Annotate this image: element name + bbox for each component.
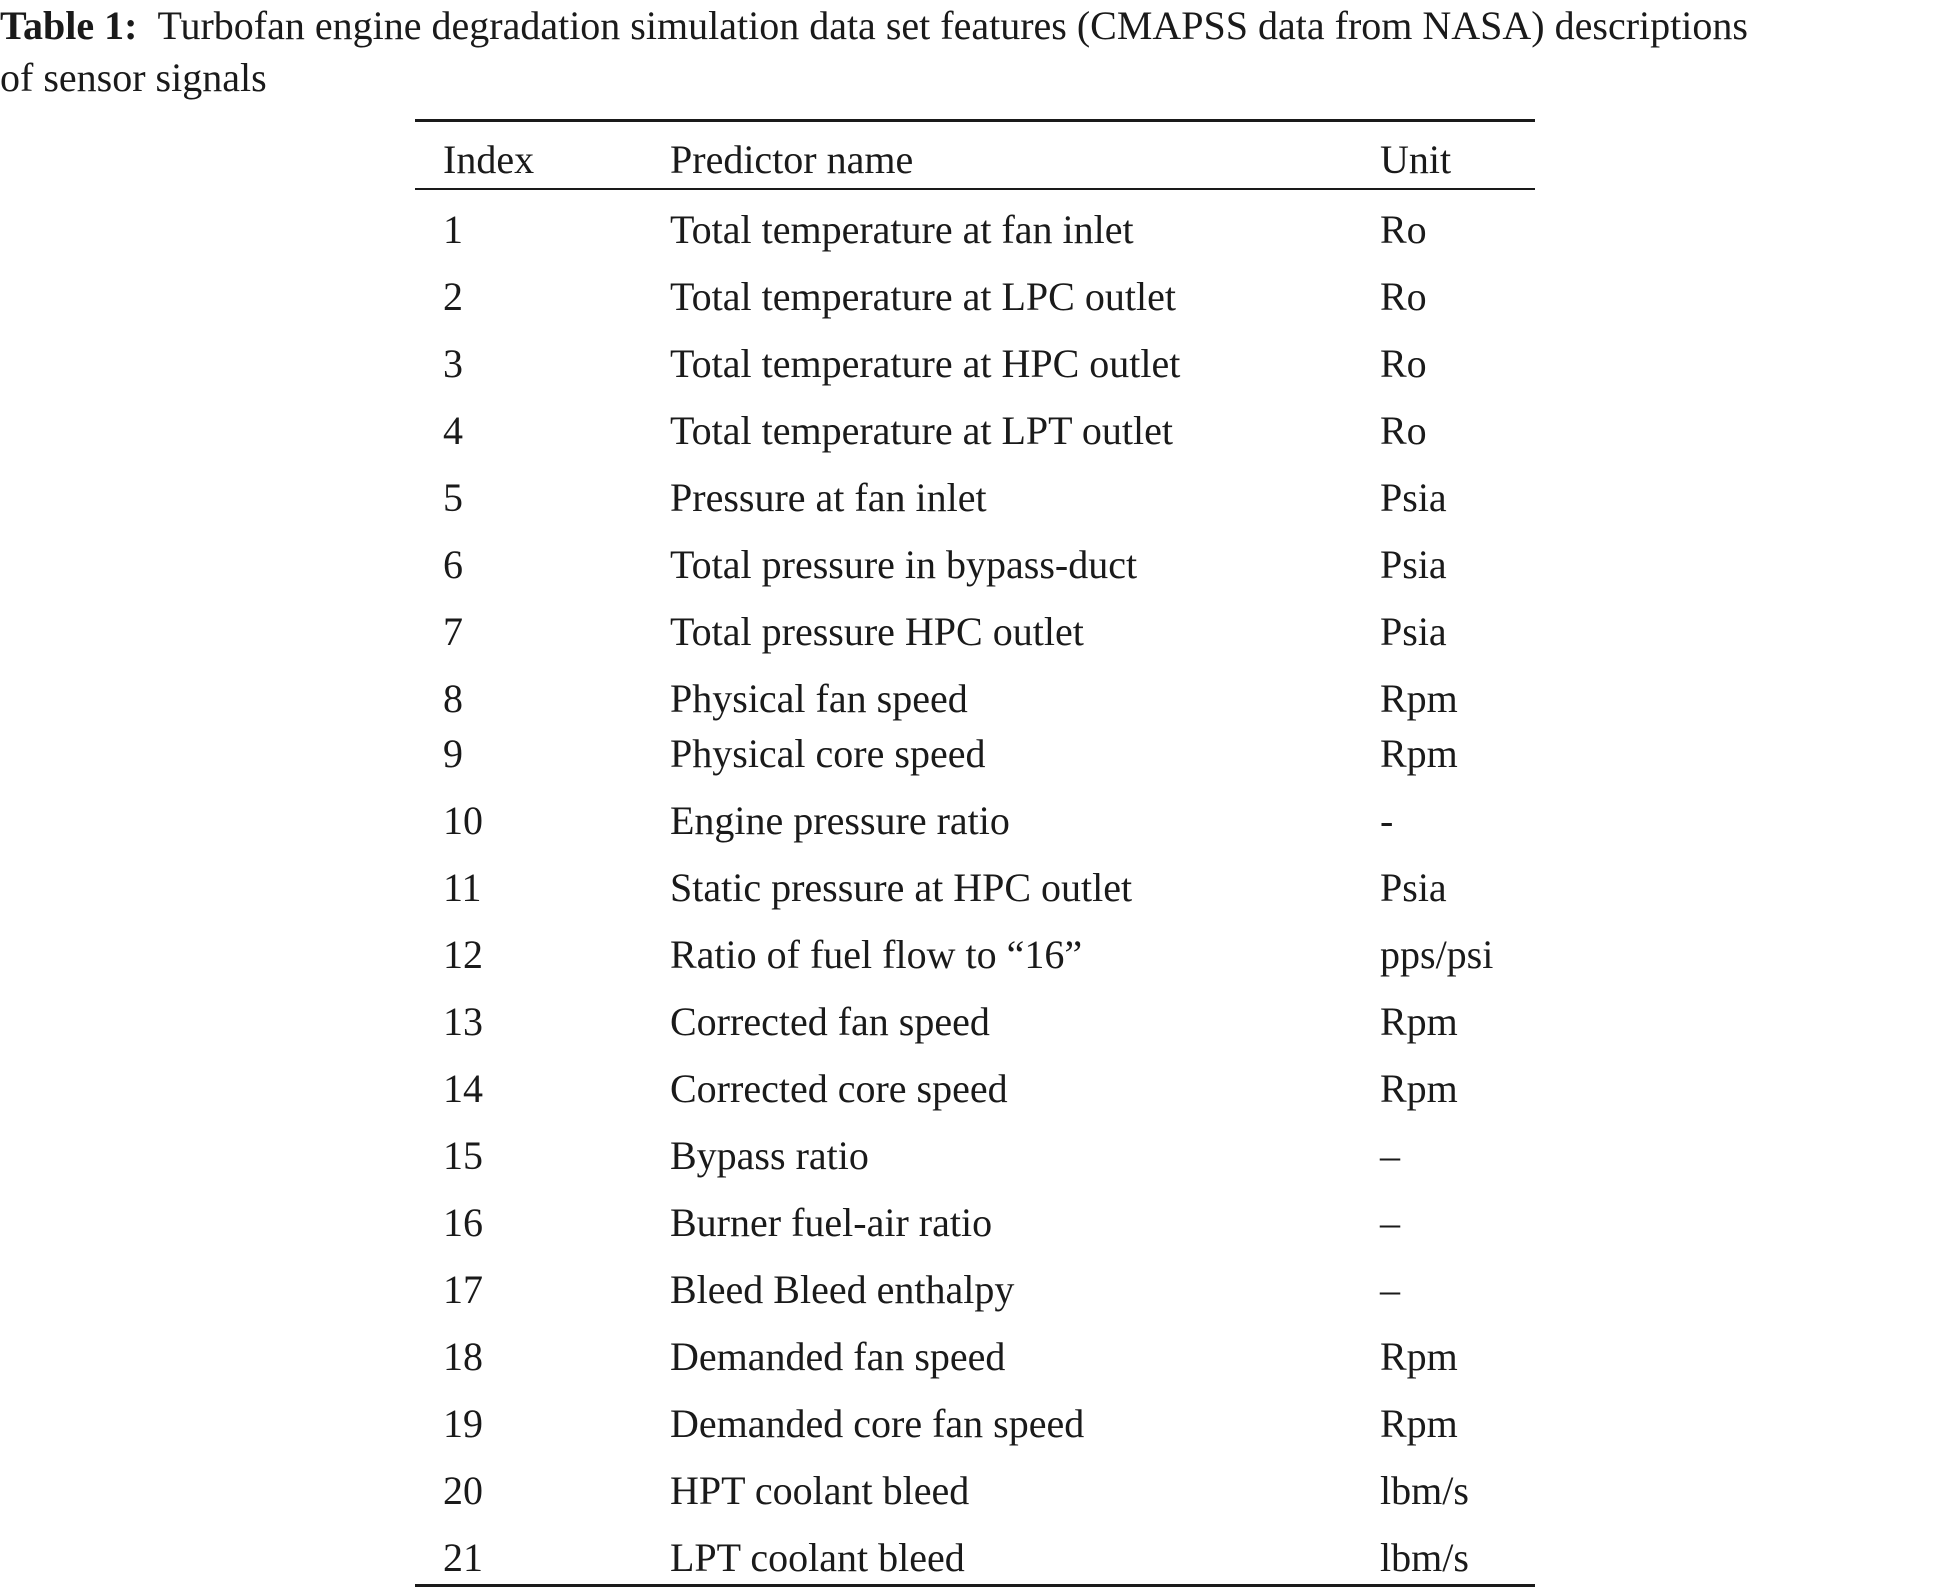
row-unit: – (1380, 1267, 1400, 1312)
row-predictor-name: Physical core speed (670, 731, 986, 776)
row-unit: – (1380, 1133, 1400, 1178)
row-index: 18 (443, 1334, 483, 1379)
row-index: 6 (443, 542, 463, 587)
row-predictor-name: Bleed Bleed enthalpy (670, 1267, 1015, 1312)
row-predictor-name: Total pressure in bypass-duct (670, 542, 1138, 587)
row-predictor-name: Physical fan speed (670, 676, 968, 721)
table-top-rule (415, 119, 1535, 122)
row-unit: Psia (1380, 609, 1447, 654)
caption-line-2: of sensor signals (0, 55, 267, 100)
row-predictor-name: Pressure at fan inlet (670, 475, 987, 520)
row-unit: - (1380, 798, 1394, 843)
row-index: 11 (443, 865, 482, 910)
row-index: 9 (443, 731, 463, 776)
caption-text: Turbofan engine degradation simulation data set features (CMAPSS data from NASA) descriptions (157, 3, 1748, 48)
row-unit: Rpm (1380, 731, 1458, 776)
row-index: 14 (443, 1066, 483, 1111)
row-predictor-name: Ratio of fuel flow to “16” (670, 932, 1083, 977)
row-predictor-name: HPT coolant bleed (670, 1468, 970, 1513)
header-predictor-name: Predictor name (670, 137, 914, 182)
row-index: 21 (443, 1535, 483, 1580)
row-index: 19 (443, 1401, 483, 1446)
row-predictor-name: Corrected fan speed (670, 999, 990, 1044)
header-unit: Unit (1380, 137, 1452, 182)
row-predictor-name: Total pressure HPC outlet (670, 609, 1084, 654)
row-unit: Psia (1380, 475, 1447, 520)
row-unit: Rpm (1380, 999, 1458, 1044)
row-predictor-name: Total temperature at HPC outlet (670, 341, 1181, 386)
caption-line-1 (0, 0, 1948, 52)
row-predictor-name: Demanded core fan speed (670, 1401, 1085, 1446)
row-predictor-name: Bypass ratio (670, 1133, 869, 1178)
row-unit: lbm/s (1380, 1535, 1469, 1580)
row-predictor-name: Static pressure at HPC outlet (670, 865, 1133, 910)
row-index: 20 (443, 1468, 483, 1513)
row-predictor-name: Total temperature at LPC outlet (670, 274, 1176, 319)
row-unit: – (1380, 1200, 1400, 1245)
row-predictor-name: LPT coolant bleed (670, 1535, 965, 1580)
row-index: 8 (443, 676, 463, 721)
row-index: 4 (443, 408, 463, 453)
row-unit: Ro (1380, 408, 1427, 453)
caption-label: Table 1: (0, 3, 138, 48)
row-index: 13 (443, 999, 483, 1044)
row-predictor-name: Engine pressure ratio (670, 798, 1010, 843)
row-predictor-name: Total temperature at fan inlet (670, 207, 1134, 252)
row-unit: pps/psi (1380, 932, 1494, 977)
table-caption (0, 0, 1948, 104)
row-unit: Ro (1380, 207, 1427, 252)
table-header-rule (415, 188, 1535, 190)
row-index: 12 (443, 932, 483, 977)
row-index: 1 (443, 207, 463, 252)
row-index: 16 (443, 1200, 483, 1245)
row-index: 15 (443, 1133, 483, 1178)
row-index: 3 (443, 341, 463, 386)
row-predictor-name: Burner fuel-air ratio (670, 1200, 993, 1245)
header-index: Index (443, 137, 535, 182)
row-index: 7 (443, 609, 463, 654)
row-unit: Psia (1380, 542, 1447, 587)
row-unit: Rpm (1380, 1066, 1458, 1111)
row-predictor-name: Demanded fan speed (670, 1334, 1006, 1379)
row-unit: Ro (1380, 274, 1427, 319)
row-index: 5 (443, 475, 463, 520)
row-index: 10 (443, 798, 483, 843)
row-unit: Rpm (1380, 676, 1458, 721)
row-unit: Rpm (1380, 1334, 1458, 1379)
row-predictor-name: Corrected core speed (670, 1066, 1008, 1111)
row-index: 2 (443, 274, 463, 319)
row-unit: Rpm (1380, 1401, 1458, 1446)
row-predictor-name: Total temperature at LPT outlet (670, 408, 1173, 453)
row-unit: Psia (1380, 865, 1447, 910)
row-unit: lbm/s (1380, 1468, 1469, 1513)
row-unit: Ro (1380, 341, 1427, 386)
table-bottom-rule (415, 1584, 1535, 1587)
row-index: 17 (443, 1267, 483, 1312)
